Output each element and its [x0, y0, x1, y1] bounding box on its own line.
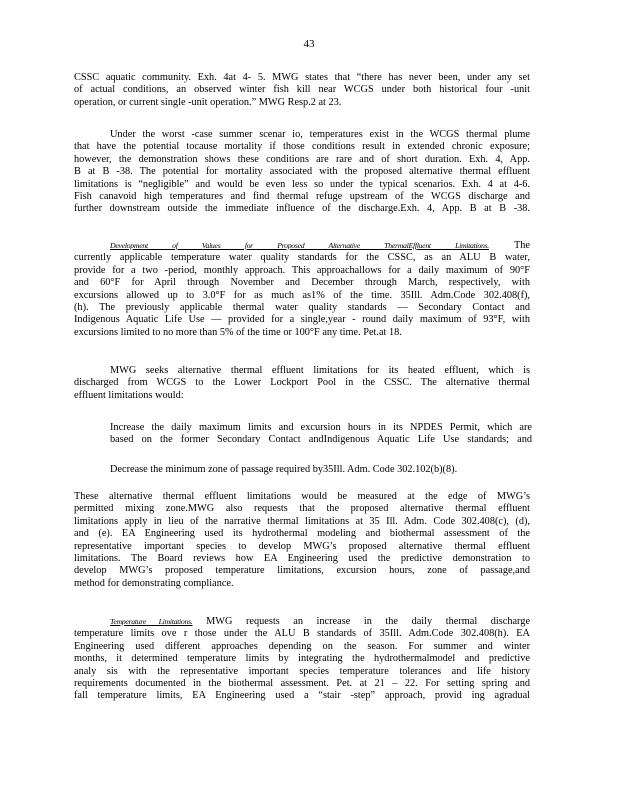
paragraph-worst-case-scenario	[74, 129, 530, 216]
text-line: months, it determined temperature limits by integrating the hydrothermalmodel and predictive	[74, 653, 530, 665]
heading-line	[74, 616, 530, 628]
text-line: Decrease the minimum zone of passage required by35Ill. Adm. Code 302.102(b)(8).	[110, 464, 458, 475]
paragraph-aquatic-community	[74, 72, 530, 109]
text-line: and 60°F for April through November and December through March, respectively, with	[74, 277, 530, 289]
text-line: further downstream outside the immediate influence of the discharge.Exh. 4, App. B at B -38.	[74, 203, 530, 215]
text-line: based on the former Secondary Contact andIndigenous Aquatic Life Use standards; and	[110, 434, 532, 446]
text-line: discharged from WCGS to the Lower Lockport Pool in the CSSC. The alternative thermal	[74, 377, 530, 389]
text-line: (h). The previously applicable thermal water quality standards — Secondary Contact and	[74, 301, 530, 313]
text-line: excursions allowed up to 3.0°F for as much as1% of the time. 35Ill. Adm.Code 302.408(f),	[74, 289, 530, 301]
text-line: These alternative thermal effluent limitations would be measured at the edge of MWG’s	[74, 491, 530, 502]
text-line: develop MWG’s proposed temperature limitations, excursion hours, zone of passage,and	[74, 565, 530, 577]
paragraph-temperature-limitations	[74, 616, 530, 703]
text-line: Increase the daily maximum limits and excursion hours in its NPDES Permit, which are	[110, 422, 532, 433]
text-line: Indigenous Aquatic Life Use — provided for a single,year - round daily maximum of 93°F, with	[74, 314, 530, 326]
text-line: and (e). EA Engineering used its hydrothermal modeling and biothermal assessment of the	[74, 528, 530, 540]
text-line: MWG seeks alternative thermal effluent limitations for its heated effluent, which is	[110, 365, 530, 376]
text-line: temperature limits ove r those under the ALU B standards of 35Ill. Adm.Code 302.408(h). EA	[74, 628, 530, 640]
text-line: limitations apply in lieu of the narrative thermal limitations at 35 Ill. Adm. Code 302.408(c), (d),	[74, 515, 530, 527]
text-line: however, the demonstration shows these conditions are rare and of short duration. Exh. 4, App.	[74, 153, 530, 165]
text-line: limitations is “negligible” and would be even less so under the typical scenarios. Exh. 4 at 4-6.	[74, 178, 530, 190]
heading-line	[74, 240, 530, 252]
heading-line-rest: The	[513, 240, 530, 251]
text-line: operation, or current single -unit operation.” MWG Resp.2 at 23.	[74, 96, 342, 108]
text-line: effluent limitations would:	[74, 389, 184, 401]
text-line: analy sis with the representative important species temperature tolerances and life history	[74, 665, 530, 677]
text-line: permitted mixing zone.MWG also requests that the proposed alternative thermal effluent	[74, 503, 530, 515]
text-line: representative important species to develop MWG’s proposed alternative thermal effluent	[74, 540, 530, 552]
text-line: that have the potential tocause mortality if those conditions result in extended chronic exposure;	[74, 141, 530, 153]
text-line: CSSC aquatic community. Exh. 4at 4- 5. MWG states that “there has never been, under any set	[74, 72, 530, 83]
section-heading: Temperature Limitations.	[110, 617, 193, 626]
paragraph-mwg-seeks	[74, 365, 530, 402]
text-line: excursions limited to no more than 5% of the time or 100°F any time. Pet.at 18.	[74, 326, 402, 338]
text-line: method for demonstrating compliance.	[74, 577, 234, 589]
paragraph-alternative-limitations	[74, 491, 530, 590]
text-line: of actual conditions, an observed winter fish kill near WCGS under both historical four -unit	[74, 84, 530, 96]
paragraph-development-of-values	[74, 240, 530, 339]
text-line: Under the worst -case summer scenar io, temperatures exist in the WCGS thermal plume	[110, 129, 530, 140]
heading-line-rest: MWG requests an increase in the daily thermal discharge	[206, 616, 531, 627]
text-line: Fish canavoid high temperatures and find thermal refuge upstream of the WCGS discharge and	[74, 190, 530, 202]
page-number: 43	[303, 38, 315, 50]
text-line: requirements documented in the biothermal assessment. Pet. at 21 – 22. For setting spring and	[74, 677, 530, 689]
text-line: fall temperature limits, EA Engineering used a “stair -step” approach, provid ing agradual	[74, 690, 530, 702]
text-line: Engineering used different approaches depending on the season. For summer and winter	[74, 640, 530, 652]
text-line: limitations. The Board reviews how EA Engineering used the predictive demonstration to	[74, 552, 530, 564]
text-line: B at B -38. The potential for mortality associated with the proposed alternative thermal effluent	[74, 166, 530, 178]
text-line: currently applicable temperature water quality standards for the CSSC, as an ALU B water,	[74, 252, 530, 264]
section-heading: Development of Values for Proposed Alternative ThermalEffluent Limitations.	[110, 241, 489, 250]
text-line: provide for a two -period, monthly approach. This approachallows for a daily maximum of 90°F	[74, 264, 530, 276]
